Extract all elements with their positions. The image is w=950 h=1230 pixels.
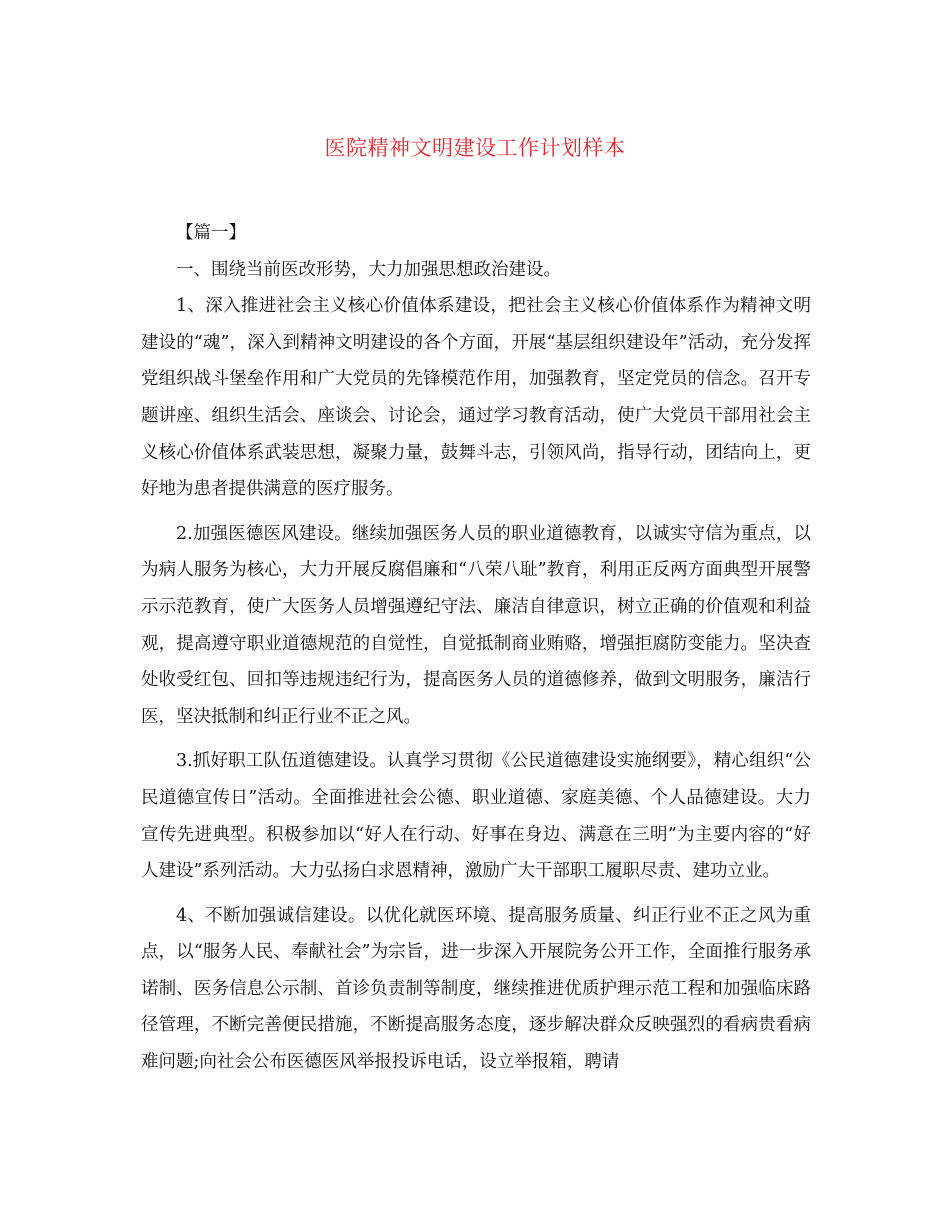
section-label: 【篇一】 [176, 223, 246, 243]
paragraph-2: 2.加强医德医风建设。继续加强医务人员的职业道德教育，以诚实守信为重点，以为病人服务为核心，大力开展反腐倡廉和“八荣八耻”教育，利用正反两方面典型开展警示示范教育，使广大医务人员增强遵纪守法、廉洁自律意识，树立正确的价值观和利益观，提高遵守职业道德规范的自觉性，自觉抵制商业贿赂，增强拒腐防变能力。坚决查处收受红包、回扣等违规违纪行为，提高医务人员的道德修养，做到文明服务，廉洁行医，坚决抵制和纠正行业不正之风。 [141, 523, 811, 727]
paragraph-4: 4、不断加强诚信建设。以优化就医环境、提高服务质量、纠正行业不正之风为重点，以“服务人民、奉献社会”为宗旨，进一步深入开展院务公开工作，全面推行服务承诺制、医务信息公示制、首诊负责制等制度，继续推进优质护理示范工程和加强临床路径管理，不断完善便民措施，不断提高服务态度，逐步解决群众反映强烈的看病贵看病难问题;向社会公布医德医风举报投诉电话，设立举报箱，聘请 [141, 905, 811, 1073]
paragraph-3: 3.抓好职工队伍道德建设。认真学习贯彻《公民道德建设实施纲要》，精心组织“公民道德宣传日”活动。全面推进社会公德、职业道德、家庭美德、个人品德建设。大力宣传先进典型。积极参加以“好人在行动、好事在身边、满意在三明”为主要内容的“好人建设”系列活动。大力弘扬白求恩精神，激励广大干部职工履职尽责、建功立业。 [141, 751, 811, 882]
document-body [141, 215, 811, 1081]
document-title: 医院精神文明建设工作计划样本 [324, 136, 626, 160]
section-heading: 一、围绕当前医改形势，大力加强思想政治建设。 [176, 259, 561, 280]
paragraph-1: 1、深入推进社会主义核心价值体系建设，把社会主义核心价值体系作为精神文明建设的“魂”，深入到精神文明建设的各个方面，开展“基层组织建设年”活动，充分发挥党组织战斗堡垒作用和广大党员的先锋模范作用，加强教育，坚定党员的信念。召开专题讲座、组织生活会、座谈会、讨论会，通过学习教育活动，使广大党员干部用社会主义核心价值体系武装思想，凝聚力量，鼓舞斗志，引领风尚，指导行动，团结向上，更好地为患者提供满意的医疗服务。 [141, 296, 811, 500]
